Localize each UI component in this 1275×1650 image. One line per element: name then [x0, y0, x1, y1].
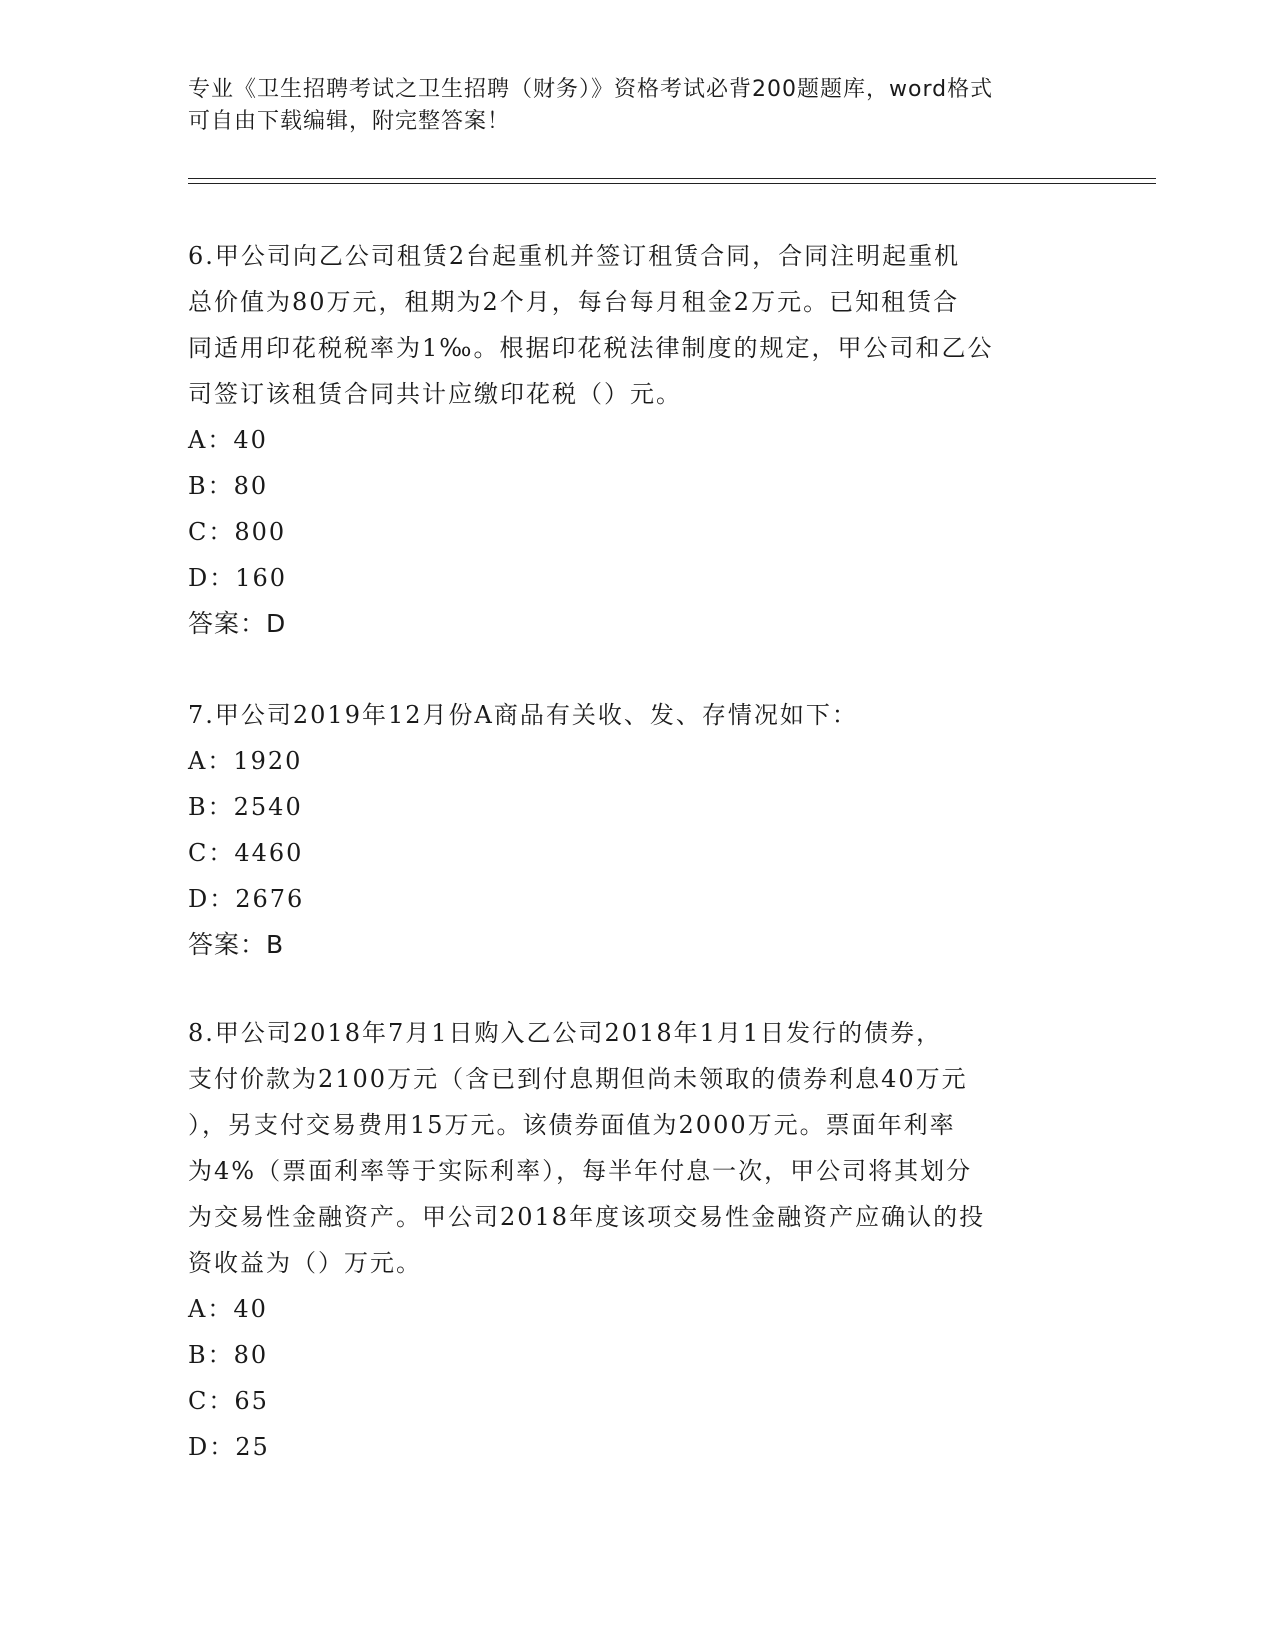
question-stem-line: 总价值为80万元，租期为2个月，每台每月租金2万元。已知租赁合 — [188, 288, 960, 316]
question-7 — [188, 692, 1088, 968]
question-6 — [188, 233, 1088, 647]
option-c: C：65 — [188, 1387, 269, 1415]
option-a: A：1920 — [188, 747, 303, 775]
question-stem-line: 资收益为（）万元。 — [188, 1249, 422, 1277]
header-divider-bottom — [188, 183, 1156, 184]
question-stem-line: 支付价款为2100万元（含已到付息期但尚未领取的债券利息40万元 — [188, 1065, 968, 1093]
option-b: B：80 — [188, 1341, 269, 1369]
question-stem-line: ），另支付交易费用15万元。该债券面值为2000万元。票面年利率 — [188, 1111, 956, 1139]
question-stem-line: 为交易性金融资产。甲公司2018年度该项交易性金融资产应确认的投 — [188, 1203, 986, 1231]
option-b: B：2540 — [188, 793, 303, 821]
option-a: A：40 — [188, 426, 268, 454]
question-8 — [188, 1010, 1088, 1470]
option-c: C：4460 — [188, 839, 304, 867]
option-d: D：160 — [188, 564, 288, 592]
question-stem-line: 同适用印花税税率为1‰。根据印花税法律制度的规定，甲公司和乙公 — [188, 334, 994, 362]
header-divider-top — [188, 178, 1156, 179]
option-a: A：40 — [188, 1295, 268, 1323]
question-stem-line: 为4%（票面利率等于实际利率），每半年付息一次，甲公司将其划分 — [188, 1157, 973, 1185]
answer: 答案：B — [188, 930, 285, 959]
header-line-1: 专业《卫生招聘考试之卫生招聘（财务）》资格考试必背200题题库，word格式 — [188, 77, 994, 102]
option-d: D：25 — [188, 1433, 270, 1461]
question-stem-line: 8.甲公司2018年7月1日购入乙公司2018年1月1日发行的债券， — [188, 1019, 943, 1047]
option-b: B：80 — [188, 472, 269, 500]
header-line-2: 可自由下载编辑，附完整答案！ — [188, 109, 511, 134]
document-header — [188, 74, 1088, 138]
question-stem-line: 6.甲公司向乙公司租赁2台起重机并签订租赁合同，合同注明起重机 — [188, 242, 961, 270]
question-stem-line: 司签订该租赁合同共计应缴印花税（）元。 — [188, 380, 682, 408]
option-c: C：800 — [188, 518, 287, 546]
option-d: D：2676 — [188, 885, 305, 913]
question-stem-line: 7.甲公司2019年12月份A商品有关收、发、存情况如下： — [188, 701, 858, 729]
answer: 答案：D — [188, 609, 287, 638]
